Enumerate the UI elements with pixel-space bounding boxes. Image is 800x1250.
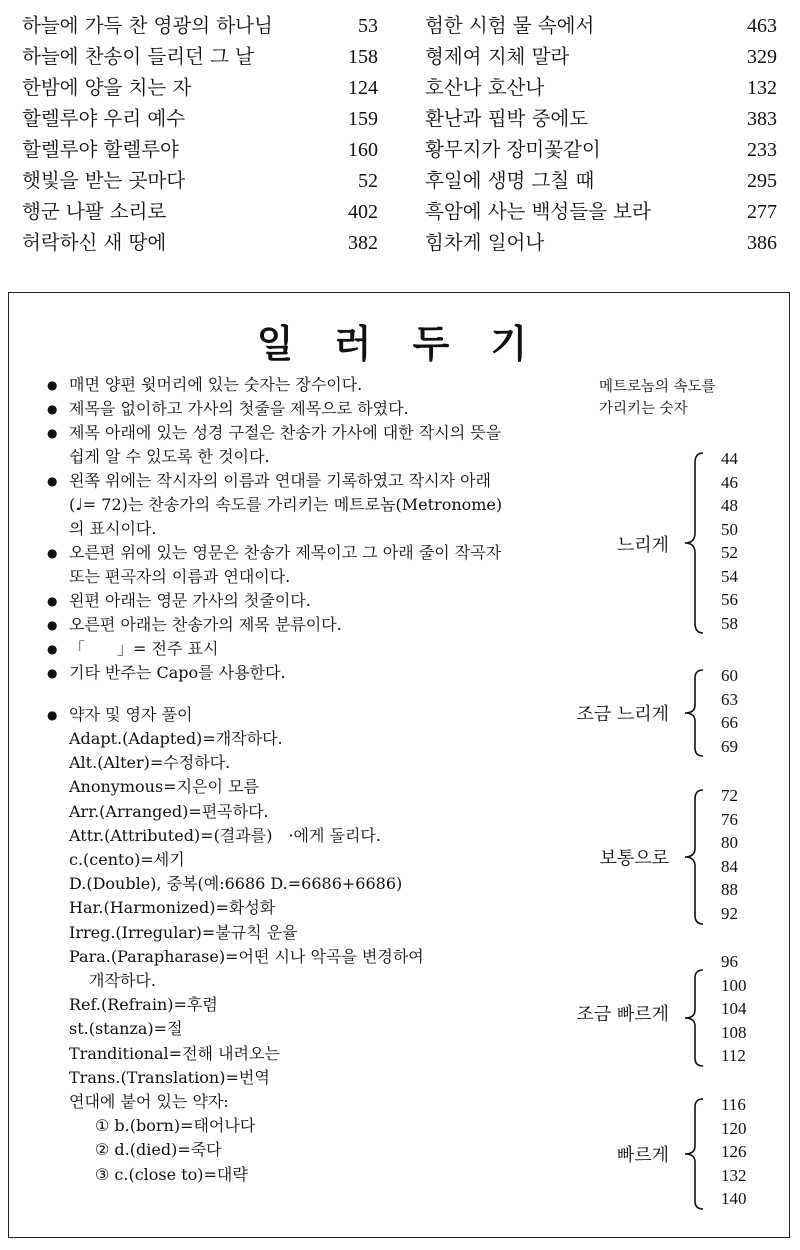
hymn-page: 124 [348,77,378,99]
index-entry[interactable] [425,10,777,41]
notes-title: 일 러 두 기 [256,321,542,366]
hymn-page: 383 [747,108,777,130]
abbr-item: Para.(Parapharase)=어떤 시나 악곡을 변경하여 [69,946,424,966]
hymn-title: 후일에 생명 그칠 때 [425,169,595,192]
note-bullet: ● 제목 아래에 있는 성경 구절은 찬송가 가사에 대한 작시의 뜻을 쉽게 알 수 있도록 한 것이다. [47,421,507,469]
index-entry[interactable] [22,165,378,196]
bpm-value: 50 [721,519,738,539]
hymn-page: 233 [747,139,777,161]
index-entry[interactable] [22,72,378,103]
abbr-item: Anonymous=지은이 모름 [69,777,259,797]
hymn-title: 한밤에 양을 치는 자 [22,76,192,99]
brace-icon [679,968,709,1068]
bpm-list [721,664,738,758]
hymn-title: 환난과 핍박 중에도 [425,107,589,130]
bpm-value: 104 [721,999,747,1018]
index-entry[interactable] [425,72,777,103]
tempo-group-somewhat-slow [529,664,769,760]
index-entry[interactable] [425,165,777,196]
hymn-page: 386 [747,232,777,254]
bpm-value: 63 [721,689,738,709]
bpm-value: 108 [721,1022,747,1042]
abbr-item: Arr.(Arranged)=편곡하다. [69,801,269,821]
abbr-item: Tranditional=전해 내려오는 [69,1043,280,1063]
bpm-value: 96 [721,952,738,971]
index-column-left [22,10,378,258]
bpm-list [721,784,738,925]
tempo-label: 조금 느리게 [576,704,669,725]
abbr-subitem: ② d.(died)=죽다 [95,1140,222,1160]
index-entry[interactable] [425,41,777,72]
bpm-value: 69 [721,736,738,756]
hymn-page: 160 [348,139,378,161]
note-bullet: ● 「 」= 전주 표시 [47,637,507,661]
bpm-value: 132 [721,1165,747,1185]
brace-icon [679,788,709,926]
hymn-page: 382 [348,232,378,254]
abbr-item: Ref.(Refrain)=후렴 [69,995,218,1015]
hymn-page: 295 [747,170,777,192]
bpm-value: 88 [721,880,738,899]
bpm-value: 84 [721,856,738,876]
tempo-group-fast [529,1093,769,1215]
bpm-list [721,447,738,635]
hymn-title: 할렐루야 우리 예수 [22,107,186,130]
bpm-value: 54 [721,566,738,586]
hymn-title: 허락하신 새 땅에 [22,231,167,254]
hymn-page: 159 [348,108,378,130]
bpm-value: 116 [721,1095,746,1114]
hymn-title: 흑암에 사는 백성들을 보라 [425,200,651,223]
bpm-list [721,1093,747,1211]
tempo-label: 빠르게 [616,1145,669,1166]
bpm-value: 52 [721,543,738,562]
tempo-heading-line: 메트로놈의 속도를 [599,379,716,395]
abbr-item: st.(stanza)=절 [69,1019,183,1039]
abbreviation-list [47,727,507,1187]
index-entry[interactable] [425,196,777,227]
hymn-title: 하늘에 가득 찬 영광의 하나님 [22,14,273,37]
brace-icon [679,451,709,635]
tempo-group-slow [529,447,769,637]
hymn-title: 하늘에 찬송이 들리던 그 날 [22,45,255,68]
abbr-item: c.(cento)=세기 [69,850,185,870]
note-bullet: ● 왼쪽 위에는 작시자의 이름과 연대를 기록하였고 작시자 아래(♩= 72)는 찬송가의 속도를 가리키는 메트로놈(Metronome)의 표시이다. [47,469,507,541]
index-column-right [425,10,777,258]
index-entry[interactable] [22,103,378,134]
hymn-title: 형제여 지체 말라 [425,45,570,68]
hymn-page: 132 [747,77,777,99]
note-bullet: ● 매면 양편 윗머리에 있는 숫자는 장수이다. [47,373,507,397]
brace-icon [679,1097,709,1211]
abbr-item: Adapt.(Adapted)=개작하다. [69,729,283,748]
index-entry[interactable] [22,134,378,165]
hymn-page: 402 [348,201,378,223]
hymn-title: 험한 시험 물 속에서 [425,14,595,37]
brace-icon [679,668,709,758]
abbr-item: Alt.(Alter)=수정하다. [69,753,231,773]
hymn-title: 황무지가 장미꽃같이 [425,138,601,161]
bpm-value: 80 [721,833,738,852]
bpm-value: 92 [721,903,738,923]
note-bullet: ● 왼편 아래는 영문 가사의 첫줄이다. [47,589,507,613]
note-bullet: ● 제목을 없이하고 가사의 첫줄을 제목으로 하였다. [47,397,507,421]
abbr-item: Irreg.(Irregular)=불규칙 운율 [69,922,298,942]
bpm-value: 100 [721,975,747,995]
note-bullet: ● 오른편 아래는 찬송가의 제목 분류이다. [47,613,507,637]
tempo-label: 보통으로 [599,848,669,869]
tempo-group-moderate [529,784,769,929]
bpm-value: 46 [721,472,738,492]
bpm-value: 112 [721,1046,746,1065]
tempo-heading [599,376,716,420]
abbr-item: Har.(Harmonized)=화성화 [69,898,276,918]
abbr-subitem: ① b.(born)=태어나다 [95,1116,256,1136]
notes-box [8,292,790,1238]
bpm-value: 120 [721,1118,747,1138]
abbr-item-continued: 개작하다. [89,971,156,991]
hymn-page: 52 [358,170,378,192]
index-entry[interactable] [22,10,378,41]
hymn-page: 277 [747,201,777,223]
hymn-title: 호산나 호산나 [425,76,545,99]
hymn-title: 햇빛을 받는 곳마다 [22,169,186,192]
abbr-item: Attr.(Attributed)=(결과를) ·에게 돌리다. [69,825,381,845]
abbr-subitem: ③ c.(close to)=대략 [95,1164,248,1184]
notes-bullet-list [47,373,507,1187]
hymn-page: 158 [348,46,378,68]
abbr-heading: ● 약자 및 영자 풀이 [47,703,507,727]
hymn-page: 329 [747,46,777,68]
hymn-title: 힘차게 일어나 [425,231,545,254]
abbr-item: Trans.(Translation)=번역 [69,1067,270,1087]
hymn-page: 463 [747,15,777,37]
bpm-value: 140 [721,1189,747,1208]
bpm-value: 66 [721,713,738,732]
bpm-value: 48 [721,496,738,515]
bpm-value: 76 [721,809,738,829]
index-entry[interactable] [22,41,378,72]
bpm-value: 44 [721,449,738,468]
abbr-item: 연대에 붙어 있는 약자: [69,1092,229,1112]
index-entry[interactable] [22,227,378,258]
bpm-value: 58 [721,613,738,633]
hymn-page: 53 [358,15,378,37]
bpm-list [721,950,747,1068]
tempo-heading-line: 가리키는 숫자 [599,401,688,417]
note-bullet: ● 오른편 위에 있는 영문은 찬송가 제목이고 그 아래 줄이 작곡자 또는 편곡자의 이름과 연대이다. [47,541,507,589]
tempo-group-somewhat-fast [529,950,769,1070]
hymn-title: 할렐루야 할렐루야 [22,138,179,161]
index-entry[interactable] [425,227,777,258]
tempo-label: 느리게 [616,535,669,556]
bpm-value: 60 [721,666,738,685]
note-bullet: ● 기타 반주는 Capo를 사용한다. [47,661,507,685]
index-entry[interactable] [425,103,777,134]
abbr-item: D.(Double), 중복(예:6686 D.=6686+6686) [69,874,403,894]
tempo-label: 조금 빠르게 [576,1004,669,1025]
bpm-value: 56 [721,590,738,609]
bpm-value: 72 [721,786,738,805]
bpm-value: 126 [721,1142,747,1161]
hymn-title: 행군 나팔 소리로 [22,200,167,223]
index-entry[interactable] [22,196,378,227]
index-entry[interactable] [425,134,777,165]
